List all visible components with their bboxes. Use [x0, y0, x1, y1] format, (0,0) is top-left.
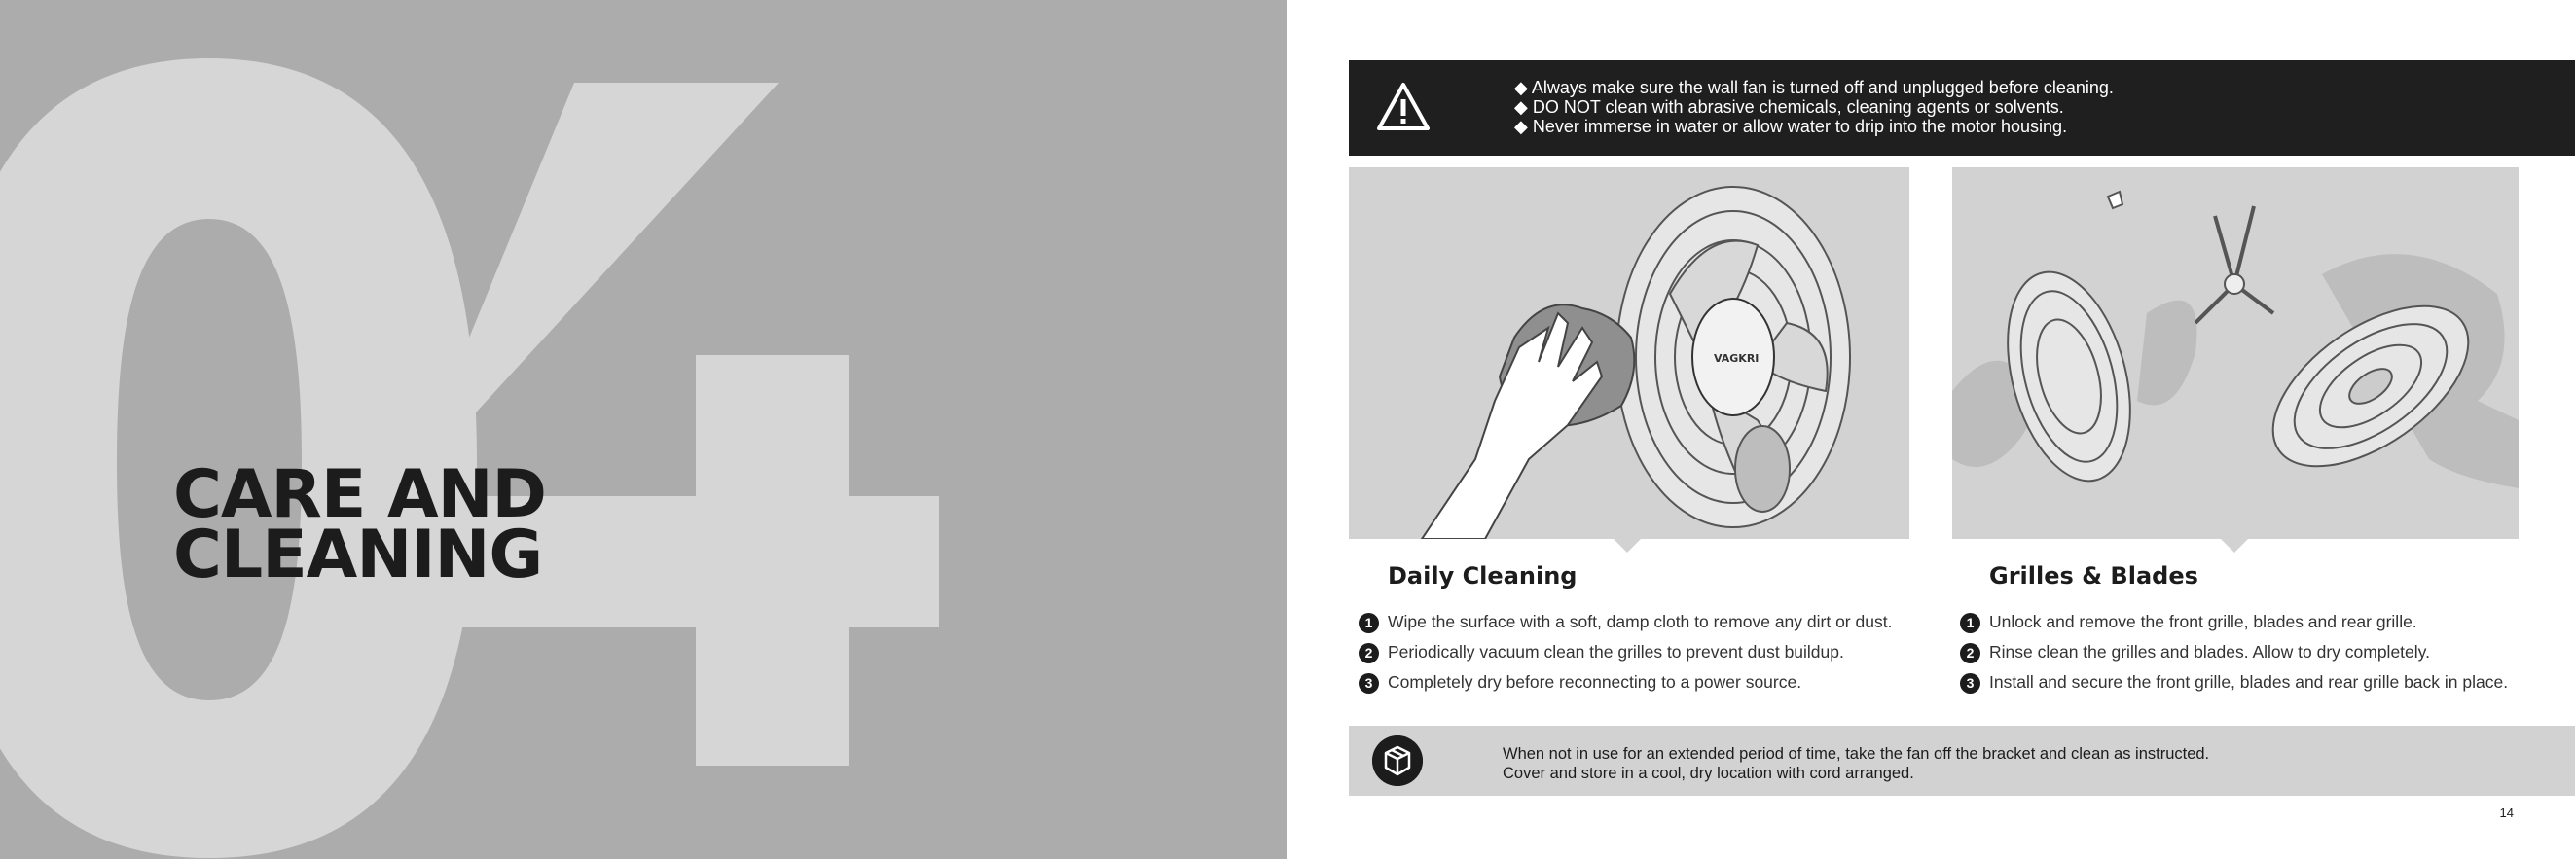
- step-text: Unlock and remove the front grille, blades and rear grille.: [1989, 612, 2417, 631]
- step-item: [1966, 667, 2534, 698]
- page-number: 14: [2499, 805, 2514, 820]
- storage-note: [1349, 726, 2575, 796]
- storage-box-icon: [1372, 735, 1423, 786]
- step-text: Periodically vacuum clean the grilles to prevent dust buildup.: [1388, 642, 1844, 662]
- step-number-badge: 1: [1960, 613, 1980, 633]
- daily-cleaning-illustration: [1349, 167, 1909, 539]
- step-number-badge: 3: [1960, 673, 1980, 694]
- grilles-blades-section: [1966, 562, 2534, 698]
- section-title-line2: CLEANING: [173, 517, 543, 593]
- warning-item: ◆ Never immerse in water or allow water to drip into the motor housing.: [1514, 117, 2114, 136]
- chapter-number-graphic: [0, 0, 1287, 859]
- step-text: Rinse clean the grilles and blades. Allow to dry completely.: [1989, 642, 2430, 662]
- step-item: [1364, 667, 1933, 698]
- warning-banner: [1349, 60, 2575, 156]
- instructions-page: [1287, 0, 2576, 859]
- storage-text-line1: When not in use for an extended period of time, take the fan off the bracket and clean as instructed.: [1503, 745, 2210, 763]
- step-number-badge: 2: [1960, 643, 1980, 663]
- fan-brand-label: VAGKRI: [1714, 352, 1760, 365]
- step-text: Completely dry before reconnecting to a power source.: [1388, 672, 1802, 692]
- daily-cleaning-section: [1364, 562, 1933, 698]
- fan-wipe-drawing: [1349, 167, 1909, 539]
- callout-notch: [1614, 539, 1641, 553]
- daily-cleaning-heading: Daily Cleaning: [1388, 562, 1578, 590]
- callout-notch: [2221, 539, 2248, 553]
- storage-text: [1503, 744, 2209, 783]
- step-item: [1966, 637, 2534, 667]
- grilles-blades-heading: Grilles & Blades: [1989, 562, 2198, 590]
- warning-triangle-icon: [1376, 80, 1431, 134]
- grilles-rinse-drawing: [1952, 167, 2519, 539]
- step-number-badge: 2: [1359, 643, 1379, 663]
- step-text: Wipe the surface with a soft, damp cloth to remove any dirt or dust.: [1388, 612, 1893, 631]
- storage-text-line2: Cover and store in a cool, dry location with cord arranged.: [1503, 765, 1914, 782]
- grilles-blades-steps: [1966, 607, 2534, 698]
- step-item: [1364, 607, 1933, 637]
- daily-cleaning-steps: [1364, 607, 1933, 698]
- chapter-cover-page: [0, 0, 1287, 859]
- section-title: [173, 456, 546, 593]
- warning-item: ◆ DO NOT clean with abrasive chemicals, cleaning agents or solvents.: [1514, 97, 2114, 117]
- section-title-line1: CARE AND: [173, 456, 546, 533]
- warning-list: [1514, 78, 2114, 136]
- step-item: [1966, 607, 2534, 637]
- grilles-blades-illustration: [1952, 167, 2519, 539]
- warning-item: ◆ Always make sure the wall fan is turned off and unplugged before cleaning.: [1514, 78, 2114, 97]
- step-number-badge: 1: [1359, 613, 1379, 633]
- step-item: [1364, 637, 1933, 667]
- step-number-badge: 3: [1359, 673, 1379, 694]
- step-text: Install and secure the front grille, blades and rear grille back in place.: [1989, 672, 2509, 692]
